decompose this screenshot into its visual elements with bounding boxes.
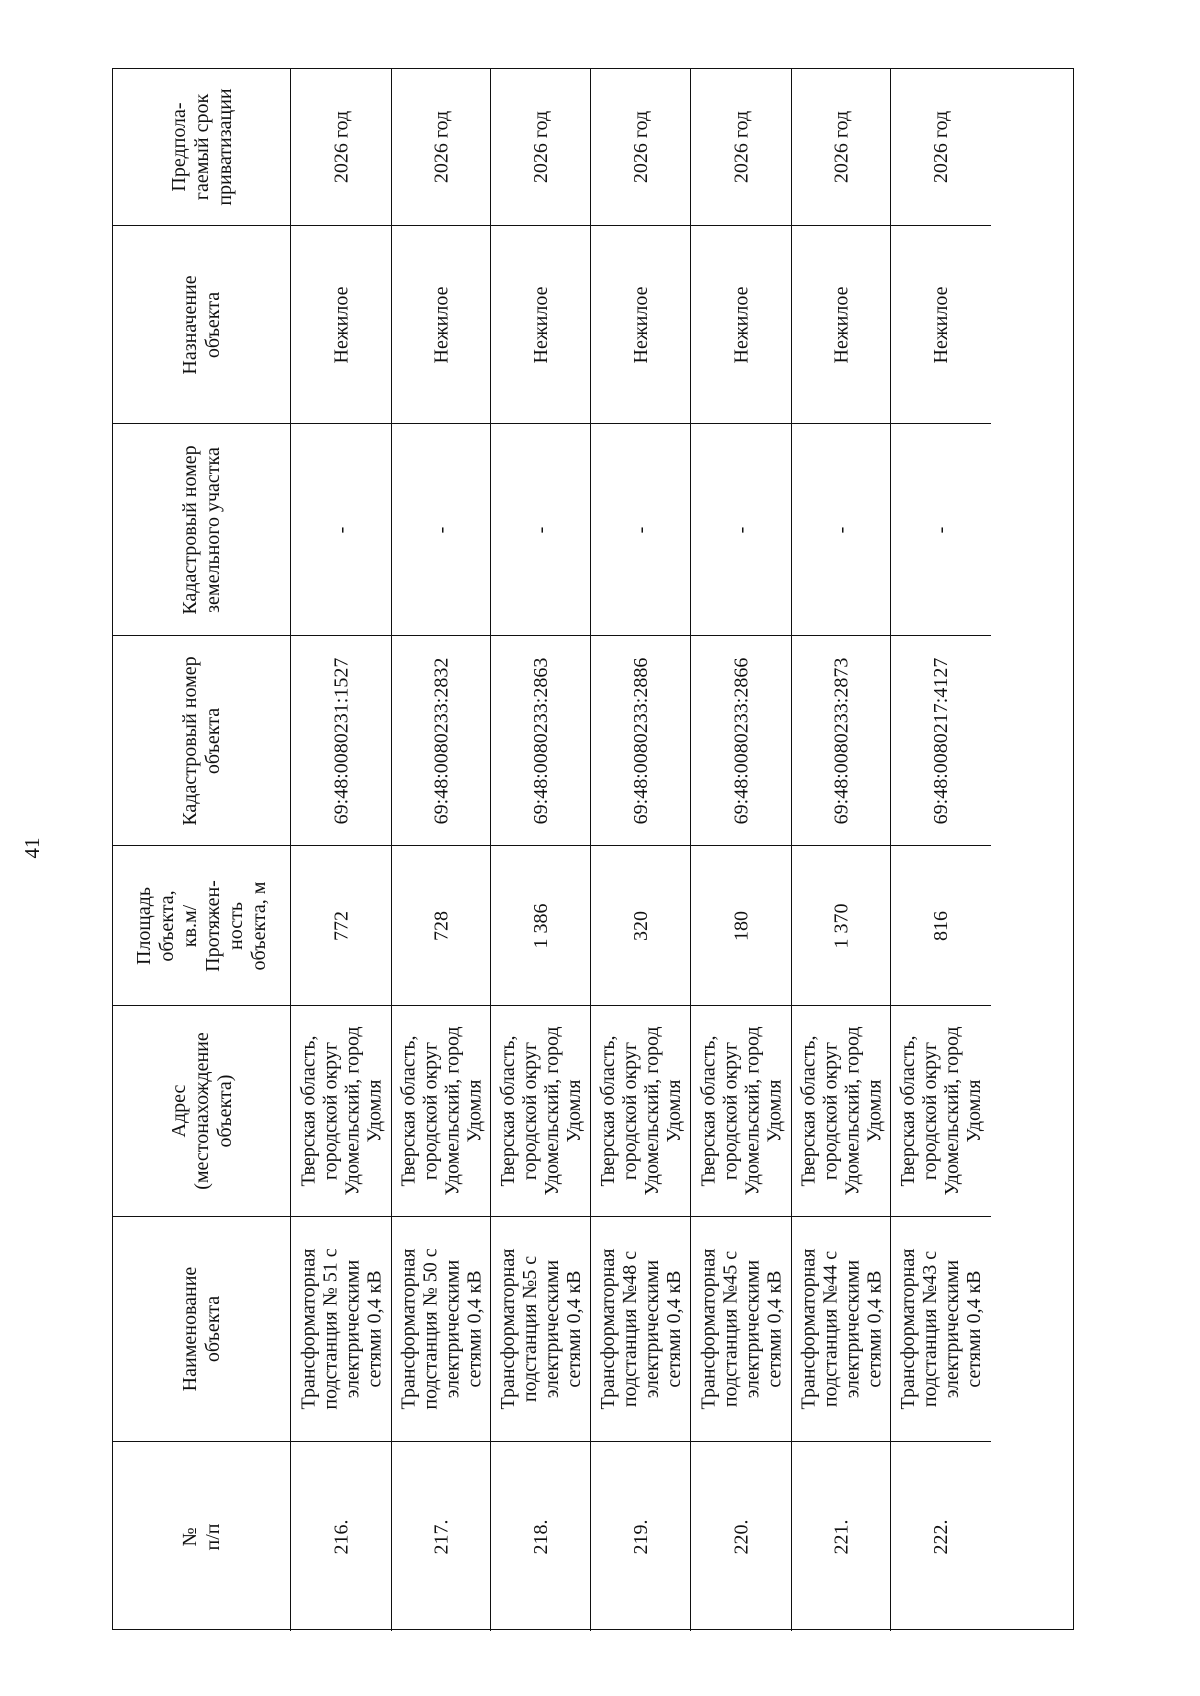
row-4-privatization-term-text: 2026 год <box>730 110 752 184</box>
row-4-area-text: 180 <box>730 910 752 941</box>
row-4-object-name-cell <box>691 1217 792 1442</box>
row-6-land-cadastral-number-cell <box>891 424 991 636</box>
row-1-address-cell <box>392 1006 491 1217</box>
row-6-address-text: Тверская область, городской округ Удомельский, город Удомля <box>897 1026 985 1196</box>
row-6-row-number-cell <box>891 1442 991 1631</box>
row-2-purpose-cell <box>491 226 591 424</box>
row-1-area-cell <box>392 846 491 1006</box>
row-1-cadastral-number-cell <box>392 636 491 846</box>
row-3-land-cadastral-number-text: - <box>629 526 652 533</box>
row-6-area-text: 816 <box>930 910 952 941</box>
row-6-area-cell <box>891 846 991 1006</box>
row-0-address-cell <box>291 1006 392 1217</box>
row-3-purpose-text: Нежилое <box>629 286 652 363</box>
row-3-row-number-cell <box>591 1442 691 1631</box>
header-object-name-text: Наименование объекта <box>178 1266 224 1392</box>
row-3-cadastral-number-cell <box>591 636 691 846</box>
row-2-area-text: 1 386 <box>529 903 552 948</box>
header-address-text: Адрес (местонахождение объекта) <box>167 1032 235 1190</box>
row-2-cadastral-number-text: 69:48:0080233:2863 <box>529 657 552 824</box>
row-5-row-number-text: 221. <box>830 1519 852 1554</box>
row-4-row-number-cell <box>691 1442 792 1631</box>
row-5-land-cadastral-number-text: - <box>830 526 852 533</box>
row-3-address-text: Тверская область, городской округ Удомельский, город Удомля <box>596 1026 685 1196</box>
row-5-address-text: Тверская область, городской округ Удомельский, город Удомля <box>797 1026 885 1196</box>
row-0-land-cadastral-number-text: - <box>330 526 352 533</box>
row-5-object-name-cell <box>792 1217 891 1442</box>
header-cadastral-number-text: Кадастровый номер объекта <box>178 655 224 826</box>
row-0-cadastral-number-cell <box>291 636 392 846</box>
row-5-land-cadastral-number-cell <box>792 424 891 636</box>
row-0-row-number-cell <box>291 1442 392 1631</box>
row-2-object-name-cell <box>491 1217 591 1442</box>
page-number: 41 <box>20 837 44 859</box>
row-5-area-text: 1 370 <box>830 903 852 948</box>
row-4-privatization-term-cell <box>691 69 792 226</box>
row-0-row-number-text: 216. <box>330 1519 352 1554</box>
row-2-purpose-text: Нежилое <box>529 286 552 363</box>
row-6-privatization-term-text: 2026 год <box>930 110 952 184</box>
row-2-land-cadastral-number-cell <box>491 424 591 636</box>
row-3-purpose-cell <box>591 226 691 424</box>
row-6-cadastral-number-text: 69:48:0080217:4127 <box>930 657 952 824</box>
row-1-cadastral-number-text: 69:48:0080233:2832 <box>430 657 452 824</box>
row-6-purpose-text: Нежилое <box>930 286 952 363</box>
row-4-address-cell <box>691 1006 792 1217</box>
header-area-text: Площадь объекта, кв.м/ Протяжен- ность объекта, м <box>132 879 270 972</box>
header-purpose-text: Назначение объекта <box>178 274 224 375</box>
row-5-address-cell <box>792 1006 891 1217</box>
row-3-land-cadastral-number-cell <box>591 424 691 636</box>
row-4-row-number-text: 220. <box>730 1519 752 1554</box>
header-land-cadastral-number-cell <box>113 424 291 636</box>
row-3-area-text: 320 <box>629 910 652 941</box>
row-0-area-cell <box>291 846 392 1006</box>
row-5-privatization-term-cell <box>792 69 891 226</box>
row-5-object-name-text: Трансформаторная подстанция №44 с электрическими сетями 0,4 кВ <box>797 1248 885 1410</box>
row-5-area-cell <box>792 846 891 1006</box>
row-4-land-cadastral-number-cell <box>691 424 792 636</box>
row-1-purpose-text: Нежилое <box>430 286 452 363</box>
row-6-row-number-text: 222. <box>930 1519 952 1554</box>
row-3-row-number-text: 219. <box>629 1519 652 1554</box>
header-object-name-cell <box>113 1217 291 1442</box>
row-1-area-text: 728 <box>430 910 452 941</box>
row-1-privatization-term-text: 2026 год <box>430 110 452 184</box>
row-3-area-cell <box>591 846 691 1006</box>
row-0-cadastral-number-text: 69:48:0080231:1527 <box>330 657 352 824</box>
row-2-area-cell <box>491 846 591 1006</box>
row-2-privatization-term-cell <box>491 69 591 226</box>
header-privatization-term-cell <box>113 69 291 226</box>
row-4-purpose-text: Нежилое <box>730 286 752 363</box>
header-row-number-text: № п/п <box>178 1523 224 1550</box>
row-0-land-cadastral-number-cell <box>291 424 392 636</box>
row-0-privatization-term-text: 2026 год <box>330 110 352 184</box>
row-3-object-name-cell <box>591 1217 691 1442</box>
row-3-privatization-term-text: 2026 год <box>629 110 652 184</box>
row-5-cadastral-number-cell <box>792 636 891 846</box>
row-4-area-cell <box>691 846 792 1006</box>
row-3-privatization-term-cell <box>591 69 691 226</box>
row-4-cadastral-number-cell <box>691 636 792 846</box>
row-1-land-cadastral-number-text: - <box>430 526 452 533</box>
row-4-purpose-cell <box>691 226 792 424</box>
row-0-address-text: Тверская область, городской округ Удомельский, город Удомля <box>297 1026 385 1196</box>
row-3-cadastral-number-text: 69:48:0080233:2886 <box>629 657 652 824</box>
row-5-purpose-text: Нежилое <box>830 286 852 363</box>
row-6-object-name-cell <box>891 1217 991 1442</box>
row-6-cadastral-number-cell <box>891 636 991 846</box>
header-privatization-term-text: Предпола- гаемый срок приватизации <box>167 88 235 206</box>
row-1-address-text: Тверская область, городской округ Удомельский, город Удомля <box>397 1026 485 1196</box>
row-2-address-cell <box>491 1006 591 1217</box>
row-4-cadastral-number-text: 69:48:0080233:2866 <box>730 657 752 824</box>
row-2-row-number-cell <box>491 1442 591 1631</box>
row-2-address-text: Тверская область, городской округ Удомельский, город Удомля <box>496 1026 585 1196</box>
row-6-privatization-term-cell <box>891 69 991 226</box>
row-5-privatization-term-text: 2026 год <box>830 110 852 184</box>
row-3-object-name-text: Трансформаторная подстанция №48 с электрическими сетями 0,4 кВ <box>596 1248 685 1410</box>
header-land-cadastral-number-text: Кадастровый номер земельного участка <box>178 444 224 615</box>
row-2-object-name-text: Трансформаторная подстанция №5 с электрическими сетями 0,4 кВ <box>496 1248 585 1410</box>
row-5-purpose-cell <box>792 226 891 424</box>
row-3-address-cell <box>591 1006 691 1217</box>
header-cadastral-number-cell <box>113 636 291 846</box>
row-2-privatization-term-text: 2026 год <box>529 110 552 184</box>
row-1-land-cadastral-number-cell <box>392 424 491 636</box>
row-2-land-cadastral-number-text: - <box>529 526 552 533</box>
row-5-row-number-cell <box>792 1442 891 1631</box>
row-4-land-cadastral-number-text: - <box>730 526 752 533</box>
row-6-object-name-text: Трансформаторная подстанция №43 с электрическими сетями 0,4 кВ <box>897 1248 985 1410</box>
row-6-purpose-cell <box>891 226 991 424</box>
row-1-row-number-cell <box>392 1442 491 1631</box>
row-6-address-cell <box>891 1006 991 1217</box>
row-4-address-text: Тверская область, городской округ Удомельский, город Удомля <box>697 1026 785 1196</box>
row-1-object-name-text: Трансформаторная подстанция № 50 с электрическими сетями 0,4 кВ <box>397 1248 485 1410</box>
privatization-table <box>112 68 1074 1630</box>
row-4-object-name-text: Трансформаторная подстанция №45 с электрическими сетями 0,4 кВ <box>697 1248 785 1410</box>
row-1-purpose-cell <box>392 226 491 424</box>
row-0-object-name-cell <box>291 1217 392 1442</box>
row-0-purpose-text: Нежилое <box>330 286 352 363</box>
header-area-cell <box>113 846 291 1006</box>
row-2-cadastral-number-cell <box>491 636 591 846</box>
row-0-privatization-term-cell <box>291 69 392 226</box>
header-purpose-cell <box>113 226 291 424</box>
row-1-privatization-term-cell <box>392 69 491 226</box>
row-5-cadastral-number-text: 69:48:0080233:2873 <box>830 657 852 824</box>
row-1-row-number-text: 217. <box>430 1519 452 1554</box>
row-0-purpose-cell <box>291 226 392 424</box>
row-6-land-cadastral-number-text: - <box>930 526 952 533</box>
row-2-row-number-text: 218. <box>529 1519 552 1554</box>
row-1-object-name-cell <box>392 1217 491 1442</box>
header-row-number-cell <box>113 1442 291 1631</box>
row-0-area-text: 772 <box>330 910 352 941</box>
row-0-object-name-text: Трансформаторная подстанция № 51 с электрическими сетями 0,4 кВ <box>297 1248 385 1410</box>
header-address-cell <box>113 1006 291 1217</box>
